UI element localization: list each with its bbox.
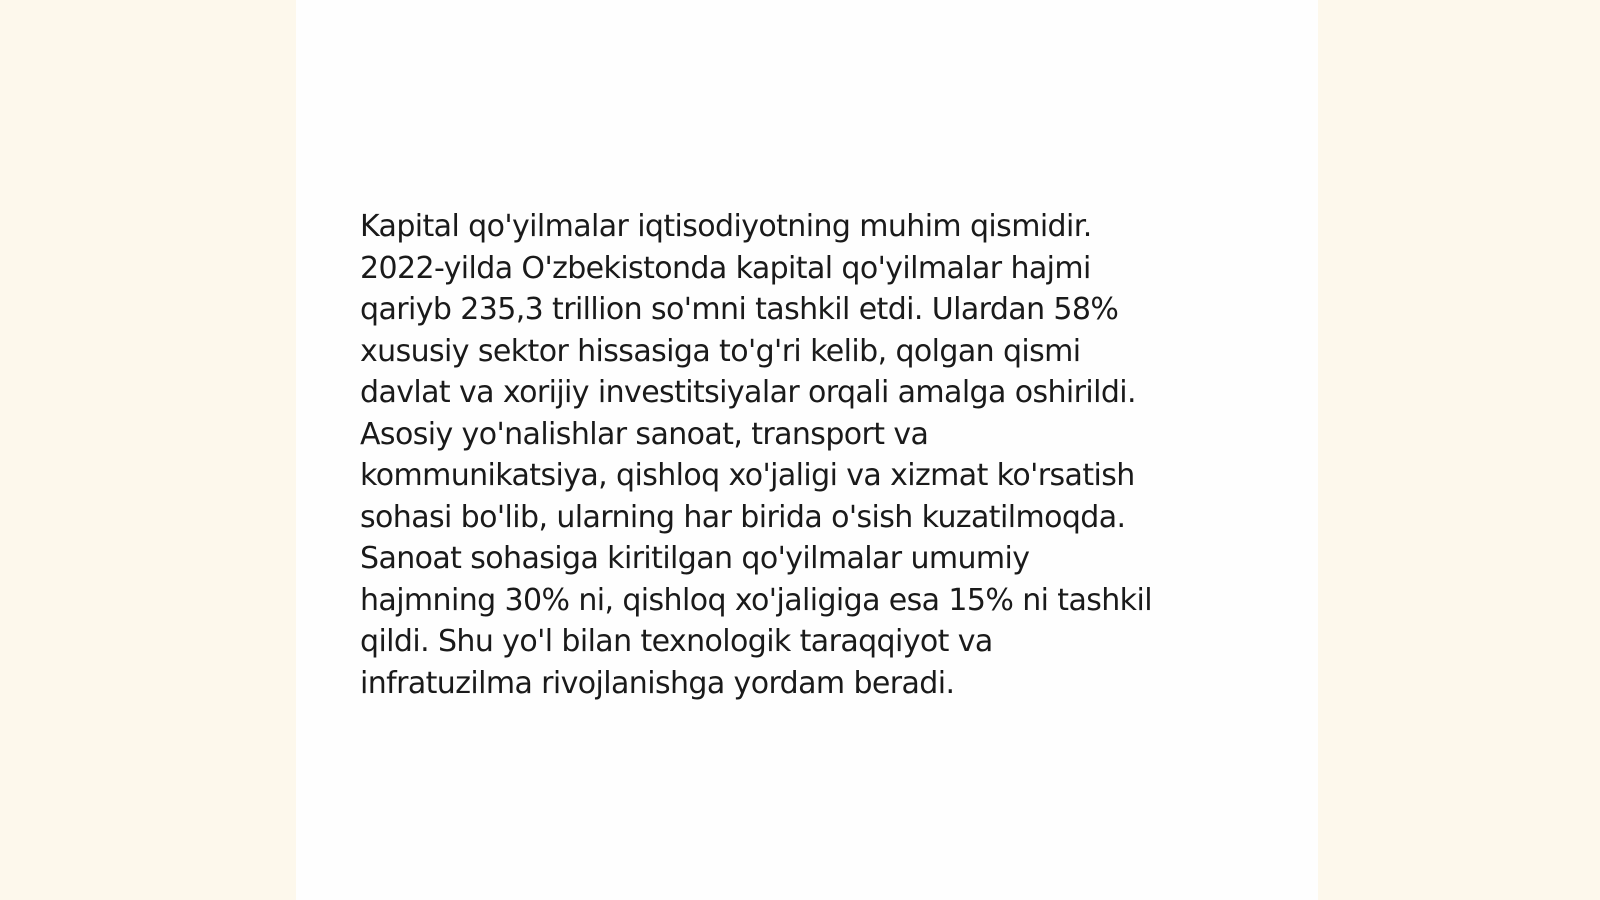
paragraph-line: davlat va xorijiy investitsiyalar orqali amalga oshirildi. [360,375,1136,410]
paragraph-line: xususiy sektor hissasiga to'g'ri kelib, qolgan qismi [360,333,1081,369]
body-paragraph [360,206,1260,704]
paragraph-line: qildi. Shu yo'l bilan texnologik taraqqiyot va [360,624,993,659]
document-page [296,0,1318,900]
paragraph-line: hajmning 30% ni, qishloq xo'jaligiga esa 15% ni tashkil [360,582,1152,618]
paragraph-line: sohasi bo'lib, ularning har birida o'sish kuzatilmoqda. [360,499,1126,535]
paragraph-line: kommunikatsiya, qishloq xo'jaligi va xizmat ko'rsatish [360,458,1135,493]
paragraph-line: 2022-yilda O'zbekistonda kapital qo'yilmalar hajmi [360,250,1091,286]
paragraph-line: infratuzilma rivojlanishga yordam beradi. [360,665,955,701]
paragraph-line: Sanoat sohasiga kiritilgan qo'yilmalar umumiy [360,541,1030,576]
paragraph-line: Asosiy yo'nalishlar sanoat, transport va [360,416,929,452]
paragraph-line: Kapital qo'yilmalar iqtisodiyotning muhim qismidir. [360,209,1092,244]
paragraph-line: qariyb 235,3 trillion so'mni tashkil etdi. Ulardan 58% [360,292,1119,327]
